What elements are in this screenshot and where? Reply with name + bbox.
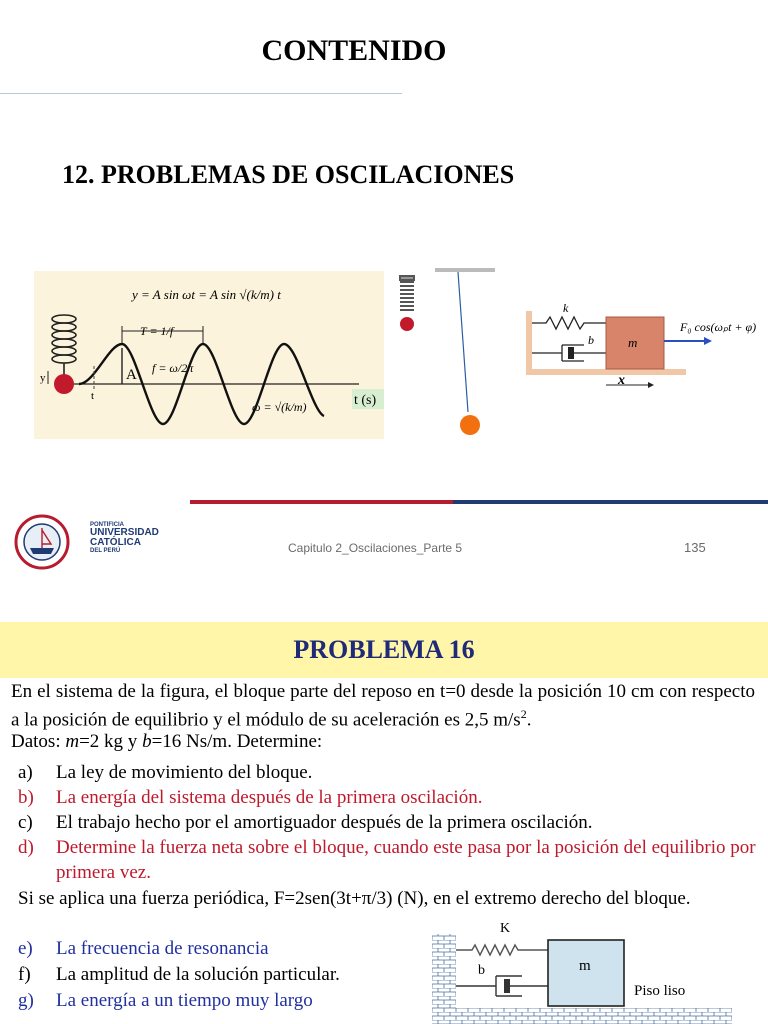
frequency-label: f = ω/2π <box>152 361 194 375</box>
spring-pendulum-figure <box>390 262 510 442</box>
driven-spring-icon <box>532 317 606 329</box>
problem-system-diagram <box>432 916 732 1024</box>
shm-plot-figure <box>34 271 384 439</box>
pendulum-ceiling <box>435 268 495 272</box>
data-b-value: =16 Ns/m. Determine: <box>151 731 323 753</box>
section-heading: 12. PROBLEMAS DE OSCILACIONES <box>62 160 515 189</box>
slide-title: CONTENIDO <box>261 34 447 67</box>
data-m-value: =2 kg y <box>79 731 143 753</box>
logo-line-3: CATÓLICA <box>90 537 141 548</box>
brick-floor <box>456 1008 732 1024</box>
data-b-var: b <box>142 731 152 753</box>
problem-damper-icon <box>456 976 548 996</box>
problem-damper-label: b <box>478 963 485 978</box>
periodic-force-text: Si se aplica una fuerza periódica, F=2sen(3t+π/3) (N), en el extremo derecho del bloque. <box>18 888 691 909</box>
t-label: t <box>91 390 95 402</box>
data-prefix: Datos: <box>11 731 66 753</box>
university-logo-text <box>90 522 159 554</box>
problem-title-banner <box>0 622 768 678</box>
spring-coil-icon <box>52 315 76 375</box>
logo-line-2: UNIVERSIDAD <box>90 527 159 538</box>
pendulum-bob <box>460 415 480 435</box>
statement-superscript: 2 <box>520 707 527 721</box>
logo-line-1: PONTIFICIA <box>90 522 124 528</box>
time-axis-label: t (s) <box>354 393 377 408</box>
university-seal-icon <box>14 514 84 570</box>
y-label: y <box>40 372 46 384</box>
footer-bar-blue <box>453 500 768 504</box>
title-divider <box>0 93 402 94</box>
statement-text: En el sistema de la figura, el bloque parte del reposo en t=0 desde la posición 10 cm con respecto a la posición de equilibrio y el módulo de su aceleración es 2,5 m/s <box>11 681 755 731</box>
question-list-2 <box>18 936 418 1014</box>
small-spring-icon <box>400 276 414 310</box>
motion-equation: y = A sin ωt = A sin √(k/m) t <box>132 287 281 302</box>
statement-period: . <box>526 709 532 731</box>
driven-wall <box>526 311 532 373</box>
footer-bar-red <box>190 500 453 504</box>
question-item-b: b) La energía del sistema después de la primera oscilación. <box>18 787 483 808</box>
shm-plot-svg <box>34 271 384 439</box>
brick-wall <box>432 934 456 1024</box>
pendulum-string <box>458 272 468 412</box>
displacement-label: x <box>618 373 625 388</box>
oscillating-mass-ball <box>54 374 74 394</box>
driven-damper-label: b <box>588 333 594 347</box>
logo-line-4: DEL PERÚ <box>90 548 121 554</box>
driven-floor <box>526 369 686 375</box>
period-label: T = 1/f <box>140 324 174 338</box>
problem-statement <box>11 681 755 753</box>
small-mass-ball <box>400 317 414 331</box>
data-m-var: m <box>65 731 80 753</box>
question-item-f: f) La amplitud de la solución particular. <box>18 964 340 985</box>
question-item-g: g) La energía a un tiempo muy largo <box>18 990 313 1011</box>
question-list <box>18 760 758 885</box>
question-item-e: e) La frecuencia de resonancia <box>18 938 269 959</box>
footer-caption: Capitulo 2_Oscilaciones_Parte 5 <box>288 541 463 555</box>
problem-spring-label: K <box>500 921 511 936</box>
question-item-d: d) Determine la fuerza neta sobre el bloque, cuando este pasa por la posición del equilibrio por primera vez. <box>18 837 756 883</box>
driven-mass-label: m <box>628 335 638 350</box>
question-item-a: a) La ley de movimiento del bloque. <box>18 762 313 783</box>
driving-force-label: F₀ cos(ωₚt + φ) <box>680 320 757 334</box>
floor-label: Piso liso <box>634 983 686 999</box>
problem-mass-label: m <box>579 958 591 974</box>
problem-title: PROBLEMA 16 <box>293 635 475 664</box>
problem-spring-icon <box>456 945 548 955</box>
omega-label: ω = √(k/m) <box>252 400 307 414</box>
driven-spring-label: k <box>563 301 569 315</box>
driven-oscillator-figure <box>526 297 768 395</box>
page-number: 135 <box>684 540 706 555</box>
amplitude-label: A <box>126 367 137 383</box>
question-item-c: c) El trabajo hecho por el amortiguador después de la primera oscilación. <box>18 812 593 833</box>
